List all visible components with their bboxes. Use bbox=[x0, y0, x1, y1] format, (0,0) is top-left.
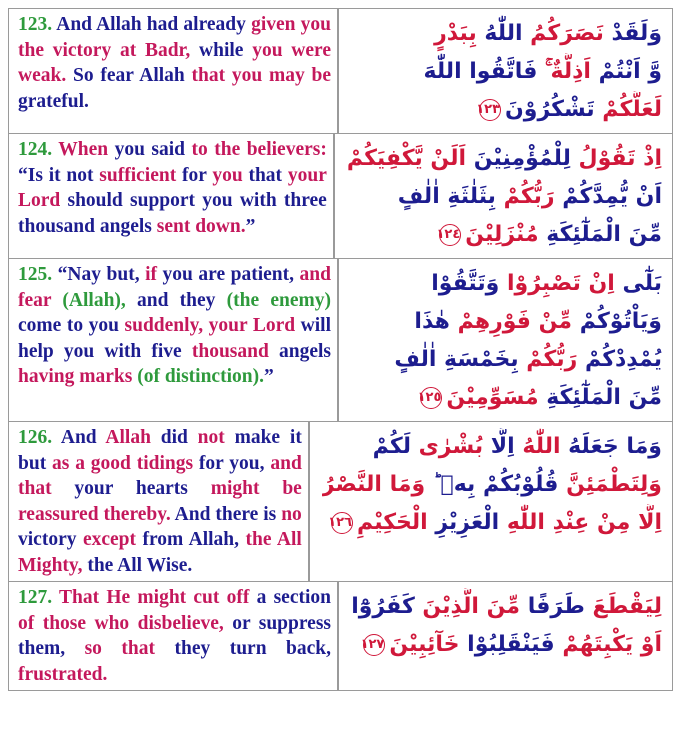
arabic-line bbox=[351, 379, 662, 417]
arabic-segment: لِيَقْطَعَ bbox=[584, 594, 662, 619]
arabic-line bbox=[351, 303, 662, 341]
arabic-line bbox=[351, 341, 662, 379]
arabic-segment: لَعَلَّكُمْ bbox=[594, 97, 662, 122]
english-translation bbox=[9, 422, 310, 581]
translation-segment: ” bbox=[245, 215, 256, 237]
translation-segment: except bbox=[82, 529, 136, 550]
arabic-segment: بِثَلٰثَةِ اٰلٰفٍ bbox=[397, 184, 496, 209]
translation-segment: as a good tidings bbox=[52, 452, 194, 474]
arabic-segment: اللّٰهُ bbox=[476, 21, 523, 46]
arabic-segment: بِبَدْرٍ bbox=[434, 21, 477, 46]
arabic-segment: وَتَتَّقُوْا bbox=[431, 271, 500, 296]
translation-segment: the All Mighty, bbox=[18, 529, 302, 576]
arabic-segment: اَوْ يَكْبِتَهُمْ bbox=[554, 632, 662, 657]
arabic-segment: اَلَنْ يَّكْفِيَكُمْ bbox=[346, 146, 467, 171]
translation-segment: of those who disbelieve, bbox=[18, 612, 224, 634]
english-translation bbox=[9, 259, 339, 421]
ayah-number-marker: ١٢٦ bbox=[331, 512, 353, 534]
arabic-line bbox=[322, 504, 662, 542]
translation-segment: And there is bbox=[170, 503, 282, 525]
arabic-text bbox=[339, 582, 672, 690]
arabic-segment: وَلِتَطْمَئِنَّ bbox=[558, 472, 662, 497]
arabic-segment: اَنْ يُّمِدَّكُمْ bbox=[554, 184, 662, 209]
arabic-line bbox=[347, 178, 662, 216]
translation-segment: frustrated. bbox=[18, 663, 108, 685]
arabic-segment: ؕ وَمَا النَّصْرُ bbox=[321, 472, 433, 497]
arabic-segment: فَيَنْقَلِبُوْا bbox=[459, 632, 555, 657]
translation-segment: thousand bbox=[191, 340, 269, 362]
translation-segment: having marks bbox=[18, 366, 133, 387]
arabic-line bbox=[351, 265, 662, 303]
translation-segment: might be reassured thereby. bbox=[18, 478, 302, 525]
translation-segment: no bbox=[281, 503, 302, 525]
translation-segment: When bbox=[58, 139, 109, 160]
translation-segment: if bbox=[145, 264, 158, 285]
translation-segment: suddenly, your Lord bbox=[124, 315, 296, 336]
translation-segment: will help you with five bbox=[18, 315, 331, 362]
translation-segment: for bbox=[176, 164, 213, 186]
translation-segment: make it but bbox=[18, 427, 302, 474]
verse-row-124 bbox=[9, 134, 672, 259]
verse-row-123 bbox=[9, 9, 672, 134]
translation-segment: (of distinction). bbox=[132, 366, 264, 387]
arabic-segment: مِّنَ الْمَلٰٓئِكَةِ bbox=[538, 385, 662, 410]
translation-segment: and they bbox=[125, 289, 227, 311]
translation-segment: and fear bbox=[18, 264, 331, 311]
translation-segment: the All Wise. bbox=[82, 554, 193, 576]
verse-number: 125. bbox=[18, 264, 58, 285]
arabic-segment: تَشْكُرُوْنَ bbox=[505, 97, 595, 122]
arabic-segment: وَمَا جَعَلَهُ bbox=[560, 434, 662, 459]
arabic-segment: خَآئِبِيْنَ bbox=[389, 632, 460, 657]
translation-segment: “Is it not bbox=[18, 164, 100, 186]
arabic-segment: لِلْمُؤْمِنِيْنَ bbox=[466, 146, 571, 171]
arabic-segment: طَرَفًا bbox=[520, 594, 585, 619]
translation-segment: And bbox=[60, 427, 106, 448]
arabic-segment: وَلَقَدْ bbox=[603, 21, 662, 46]
verse-row-127 bbox=[9, 582, 672, 690]
verse-table bbox=[8, 8, 673, 691]
translation-segment: “Nay but, bbox=[57, 264, 146, 285]
translation-segment: sufficient bbox=[99, 164, 177, 186]
translation-segment: to the believers: bbox=[191, 139, 327, 160]
arabic-segment: كَفَرُوْٓا bbox=[351, 594, 415, 619]
verse-row-125 bbox=[9, 259, 672, 422]
translation-segment: not bbox=[197, 427, 225, 448]
ayah-number-marker: ١٢٣ bbox=[479, 99, 501, 121]
translation-segment: (Allah), bbox=[51, 289, 126, 311]
arabic-line bbox=[347, 140, 662, 178]
translation-segment: and that bbox=[18, 452, 302, 499]
translation-segment: grateful. bbox=[18, 90, 89, 112]
translation-segment: angels bbox=[268, 340, 332, 362]
translation-segment: victory bbox=[18, 529, 83, 550]
translation-segment: you bbox=[212, 164, 243, 186]
english-translation bbox=[9, 582, 339, 690]
arabic-segment: نَصَرَكُمُ bbox=[522, 21, 604, 46]
arabic-segment: اِنْ تَصْبِرُوْا bbox=[499, 271, 615, 296]
english-translation bbox=[9, 9, 339, 133]
verse-number: 124. bbox=[18, 139, 59, 160]
translation-segment: That He might cut off bbox=[59, 587, 250, 608]
verse-number: 123. bbox=[18, 14, 57, 35]
arabic-line bbox=[351, 53, 662, 91]
translation-segment: angels bbox=[99, 215, 152, 237]
arabic-line bbox=[322, 466, 662, 504]
arabic-text bbox=[339, 9, 672, 133]
verse-number: 127. bbox=[18, 587, 60, 608]
translation-segment: given you the victory at Badr, bbox=[18, 14, 331, 61]
arabic-segment: مُنْزَلِيْنَ bbox=[465, 222, 539, 247]
arabic-text bbox=[339, 259, 672, 421]
arabic-segment: اَذِلَّةٌ bbox=[545, 59, 591, 84]
arabic-segment: رَبُّكُمْ bbox=[495, 184, 555, 209]
arabic-segment: مُسَوِّمِيْنَ bbox=[446, 385, 539, 410]
arabic-segment: اِلَّا bbox=[483, 434, 515, 459]
translation-segment: So fear Allah bbox=[66, 65, 192, 86]
verse-number: 126. bbox=[18, 427, 61, 448]
arabic-segment: بَلٰٓى bbox=[614, 271, 662, 296]
arabic-segment: قُلُوْبُكُمْ بِهٖ bbox=[432, 472, 559, 497]
arabic-segment: مِّنَ الَّذِيْنَ bbox=[414, 594, 521, 619]
translation-segment: while bbox=[190, 39, 253, 61]
arabic-segment: ۚ فَاتَّقُوا اللّٰهَ bbox=[423, 59, 546, 84]
translation-segment: your Lord bbox=[18, 164, 327, 211]
translation-segment: they turn back, bbox=[155, 638, 331, 659]
translation-segment: a section bbox=[249, 587, 332, 608]
arabic-segment: يُمْدِدْكُمْ bbox=[577, 347, 662, 372]
arabic-line bbox=[347, 216, 662, 254]
arabic-segment: اِلَّا مِنْ عِنْدِ اللّٰهِ bbox=[499, 510, 662, 535]
arabic-segment: رَبُّكُمْ bbox=[518, 347, 578, 372]
ayah-number-marker: ١٢٥ bbox=[420, 387, 442, 409]
translation-segment: sent down. bbox=[151, 215, 246, 237]
translation-segment: did bbox=[150, 427, 198, 448]
translation-segment: you are patient, bbox=[157, 264, 300, 285]
arabic-segment: الْعَزِيْزِ bbox=[427, 510, 500, 535]
verse-row-126 bbox=[9, 422, 672, 582]
arabic-segment: بُشْرٰى bbox=[410, 434, 484, 459]
arabic-segment: لَكُمْ bbox=[372, 434, 411, 459]
translation-segment: for you, bbox=[193, 452, 271, 474]
arabic-segment: هٰذَا bbox=[414, 309, 450, 334]
translation-segment: that you may be bbox=[191, 65, 332, 86]
translation-segment: ” bbox=[263, 366, 274, 387]
translation-segment: should support you with three thousand bbox=[18, 190, 327, 237]
translation-segment: so that bbox=[84, 638, 155, 659]
arabic-line bbox=[351, 91, 662, 129]
arabic-segment: وَّ اَنْتُمْ bbox=[590, 59, 662, 84]
translation-segment: you said bbox=[108, 139, 192, 160]
translation-segment: And Allah had already bbox=[56, 14, 252, 35]
ayah-number-marker: ١٢٤ bbox=[439, 224, 461, 246]
arabic-segment: اِذْ تَقُوْلُ bbox=[570, 146, 662, 171]
arabic-text bbox=[310, 422, 672, 581]
translation-segment: from Allah, bbox=[136, 529, 246, 550]
translation-segment: come to you bbox=[18, 315, 125, 336]
arabic-segment: مِّنْ فَوْرِهِمْ bbox=[449, 309, 573, 334]
translation-segment: you were weak. bbox=[18, 39, 332, 86]
arabic-line bbox=[351, 626, 662, 664]
english-translation bbox=[9, 134, 335, 258]
arabic-segment: مِّنَ الْمَلٰٓئِكَةِ bbox=[538, 222, 662, 247]
arabic-text bbox=[335, 134, 672, 258]
arabic-segment: اللّٰهُ bbox=[514, 434, 561, 459]
translation-segment: or suppress them, bbox=[18, 612, 332, 659]
arabic-line bbox=[322, 428, 662, 466]
ayah-number-marker: ١٢٧ bbox=[363, 634, 385, 656]
translation-segment: Allah bbox=[105, 427, 151, 448]
translation-segment: (the enemy) bbox=[226, 289, 331, 311]
arabic-segment: بِخَمْسَةِ اٰلٰفٍ bbox=[394, 347, 519, 372]
translation-segment: that bbox=[242, 164, 288, 186]
arabic-line bbox=[351, 15, 662, 53]
arabic-segment: وَيَاْتُوْكُمْ bbox=[572, 309, 662, 334]
arabic-line bbox=[351, 588, 662, 626]
translation-segment: your hearts bbox=[51, 478, 211, 499]
arabic-segment: الْحَكِيْمِ bbox=[356, 510, 428, 535]
